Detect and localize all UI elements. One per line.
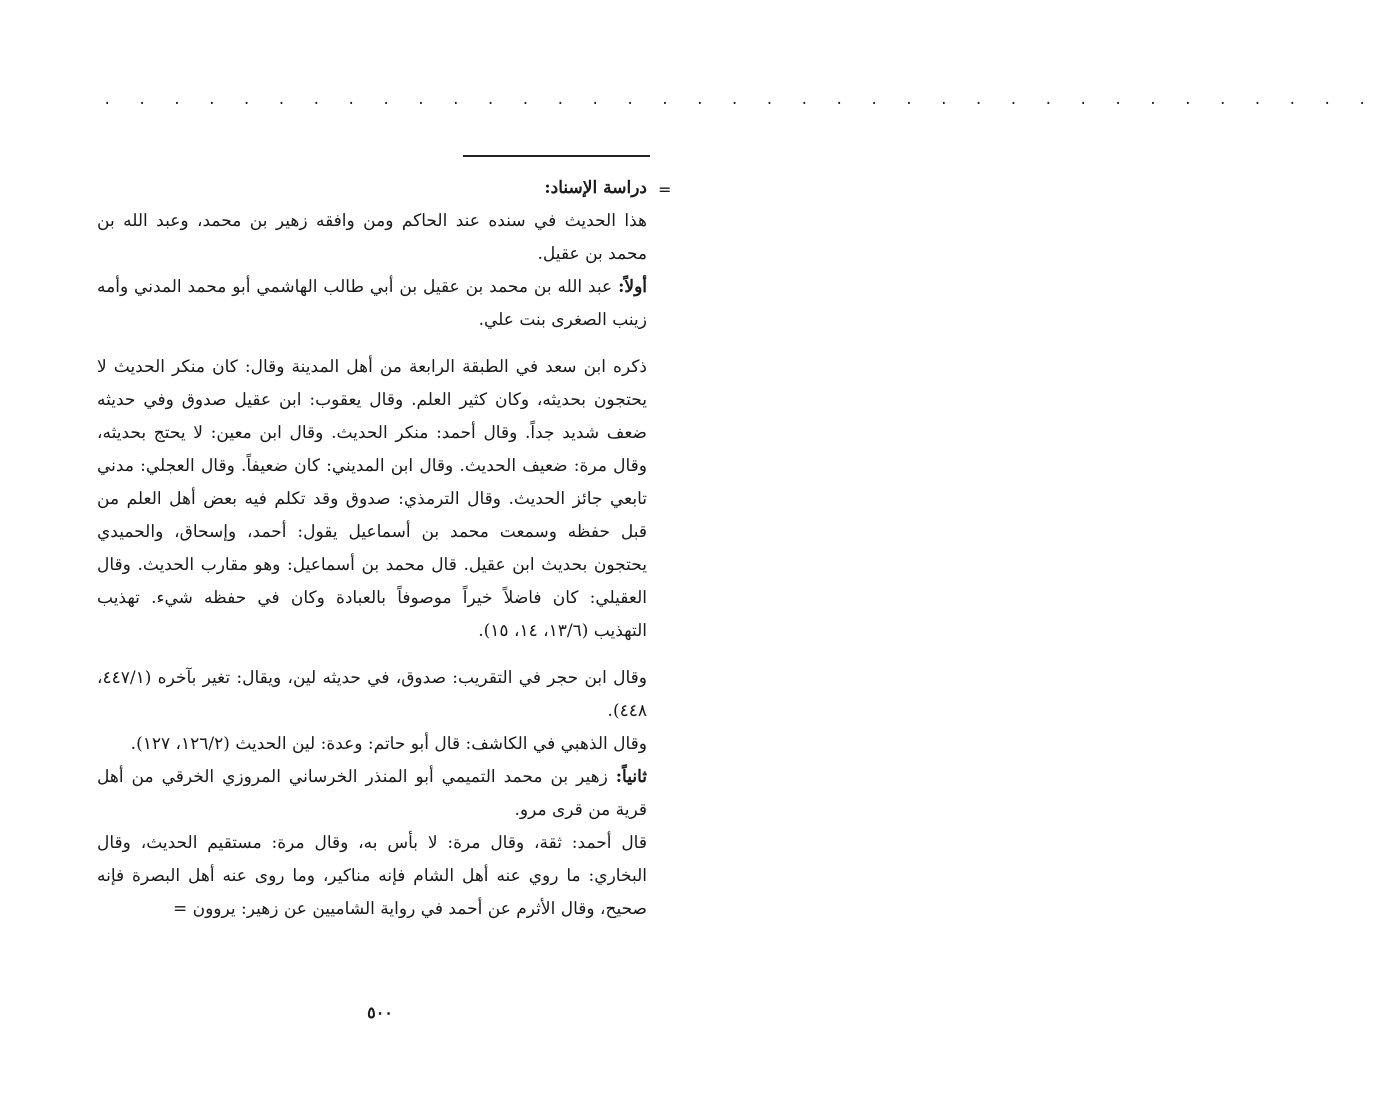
document-body: [97, 172, 647, 926]
section-title: دراسة الإسناد:: [544, 178, 647, 198]
first-narrator-text: عبد الله بن محمد بن عقيل بن أبي طالب الهاشمي أبو محمد المدني وأمه زينب الصغرى بنت علي.: [97, 277, 647, 330]
second-narrator-text: زهير بن محمد التميمي أبو المنذر الخرساني المروزي الخرقي من أهل قرية من قرى مرو.: [97, 767, 647, 820]
second-label: ثانياً:: [615, 767, 647, 787]
margin-continuation-mark: =: [658, 180, 672, 199]
second-narrator-paragraph: [97, 761, 647, 827]
ahmad-opinion-paragraph: قال أحمد: ثقة، وقال مرة: لا بأس به، وقال مرة: مستقيم الحديث، وقال البخاري: ما روي عنه أهل الشام فإنه مناكير، وما روى عنه أهل البصرة فإنه صحيح، وقال الأثرم عن أحمد في رواية الشاميين عن زهير: يروون =: [97, 833, 647, 919]
dotted-separator: · · · · · · · · · · · · · · · · · · · · · · · · · · · · · · · · · · · · ·: [103, 96, 1375, 112]
footnote-rule: [463, 155, 650, 157]
intro-paragraph: هذا الحديث في سنده عند الحاكم ومن وافقه زهير بن محمد، وعبد الله بن محمد بن عقيل.: [97, 211, 647, 264]
first-narrator-paragraph: [97, 271, 647, 337]
page-number: ٥٠٠: [367, 1003, 393, 1022]
biography-paragraph: ذكره ابن سعد في الطبقة الرابعة من أهل المدينة وقال: كان منكر الحديث لا يحتجون بحديثه، وكان كثير العلم. وقال يعقوب: ابن عقيل صدوق وفي حديثه ضعف شديد جداً. وقال أحمد: منكر الحديث. وقال ابن معين: لا يحتج بحديثه، وقال مرة: ضعيف الحديث. وقال ابن المديني: كان ضعيفاً. وقال العجلي: مدني تابعي جائز الحديث. وقال الترمذي: صدوق وقد تكلم فيه بعض أهل العلم من قبل حفظه وسمعت محمد بن أسماعيل يقول: أحمد، وإسحاق، والحميدي يحتجون بحديث ابن عقيل. قال محمد بن أسماعيل: وهو مقارب الحديث. وقال العقيلي: كان فاضلاً خيراً موصوفاً بالعبادة وكان في حفظه شيء. تهذيب التهذيب (١٣/٦، ١٤، ١٥).: [97, 357, 647, 641]
first-label: أولاً:: [618, 277, 647, 297]
taqrib-paragraph: وقال ابن حجر في التقريب: صدوق، في حديثه لين، ويقال: تغير بآخره (٤٤٧/١، ٤٤٨).: [97, 668, 647, 721]
kashif-paragraph: وقال الذهبي في الكاشف: قال أبو حاتم: وعدة: لين الحديث (١٢٦/٢، ١٢٧).: [130, 734, 647, 754]
